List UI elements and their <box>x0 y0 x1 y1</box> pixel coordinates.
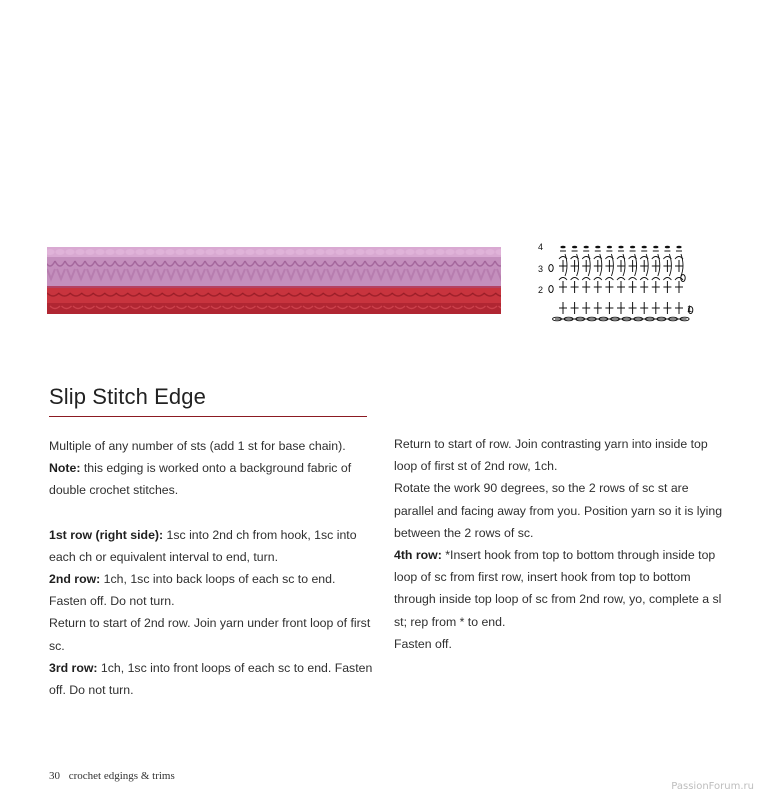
row3-text: 1ch, 1sc into front loops of each sc to end. Fasten off. Do not turn. <box>49 660 373 698</box>
page-title: Slip Stitch Edge <box>49 384 206 409</box>
row-label-4: 4 <box>538 242 544 252</box>
right-para-2: Rotate the work 90 degrees, so the 2 rows of sc st are parallel and facing away from you. Position yarn so it is lying between the 2 rows of sc. <box>394 481 723 540</box>
stitch-chart-diagram <box>537 238 697 324</box>
row2-paragraph <box>49 568 374 612</box>
row4-paragraph <box>394 544 724 633</box>
instructions-left-column <box>49 435 374 701</box>
row-label-3: 3 <box>538 264 544 274</box>
footer-section: crochet edgings & trims <box>68 770 175 782</box>
row3-label: 3rd row: <box>49 660 98 675</box>
row4-text: *Insert hook from top to bottom through inside top loop of sc from first row, insert hook from top to bottom through inside top loop of sc from 2nd row, yo, complete a sl st; rep from * to end. <box>394 548 722 629</box>
row3-paragraph <box>49 657 374 701</box>
stitch-chart <box>537 238 697 324</box>
row-label-1: 1 <box>687 304 693 314</box>
page-footer <box>49 770 175 782</box>
row2-extra-text: Return to start of 2nd row. Join yarn under front loop of first sc. <box>49 616 371 653</box>
crochet-swatch-photo <box>47 243 501 316</box>
row-label-2: 2 <box>538 285 544 295</box>
row4-label: 4th row: <box>394 548 442 563</box>
intro-text: Multiple of any number of sts (add 1 st for base chain). <box>49 439 346 453</box>
ending-text: Fasten off. <box>394 636 452 651</box>
right-para-1: Return to start of row. Join contrasting yarn into inside top loop of first st of 2nd row, 1ch. <box>394 437 708 474</box>
row1-text: 1sc into 2nd ch from hook, 1sc into each ch or equivalent interval to end, turn. <box>49 527 357 564</box>
swatch-image <box>47 243 501 316</box>
row2-text: 1ch, 1sc into back loops of each sc to end. Fasten off. Do not turn. <box>49 572 336 609</box>
row1-label: 1st row (right side): <box>49 527 164 542</box>
row2-label: 2nd row: <box>49 572 101 587</box>
note-text: this edging is worked onto a background fabric of double crochet stitches. <box>49 461 352 498</box>
instructions-right-column <box>394 433 724 655</box>
watermark: PassionForum.ru <box>671 781 754 792</box>
row1-paragraph <box>49 524 374 568</box>
title-divider <box>49 416 367 417</box>
page-number: 30 <box>49 770 60 782</box>
note-paragraph <box>49 457 374 501</box>
note-label: Note: <box>49 461 81 476</box>
